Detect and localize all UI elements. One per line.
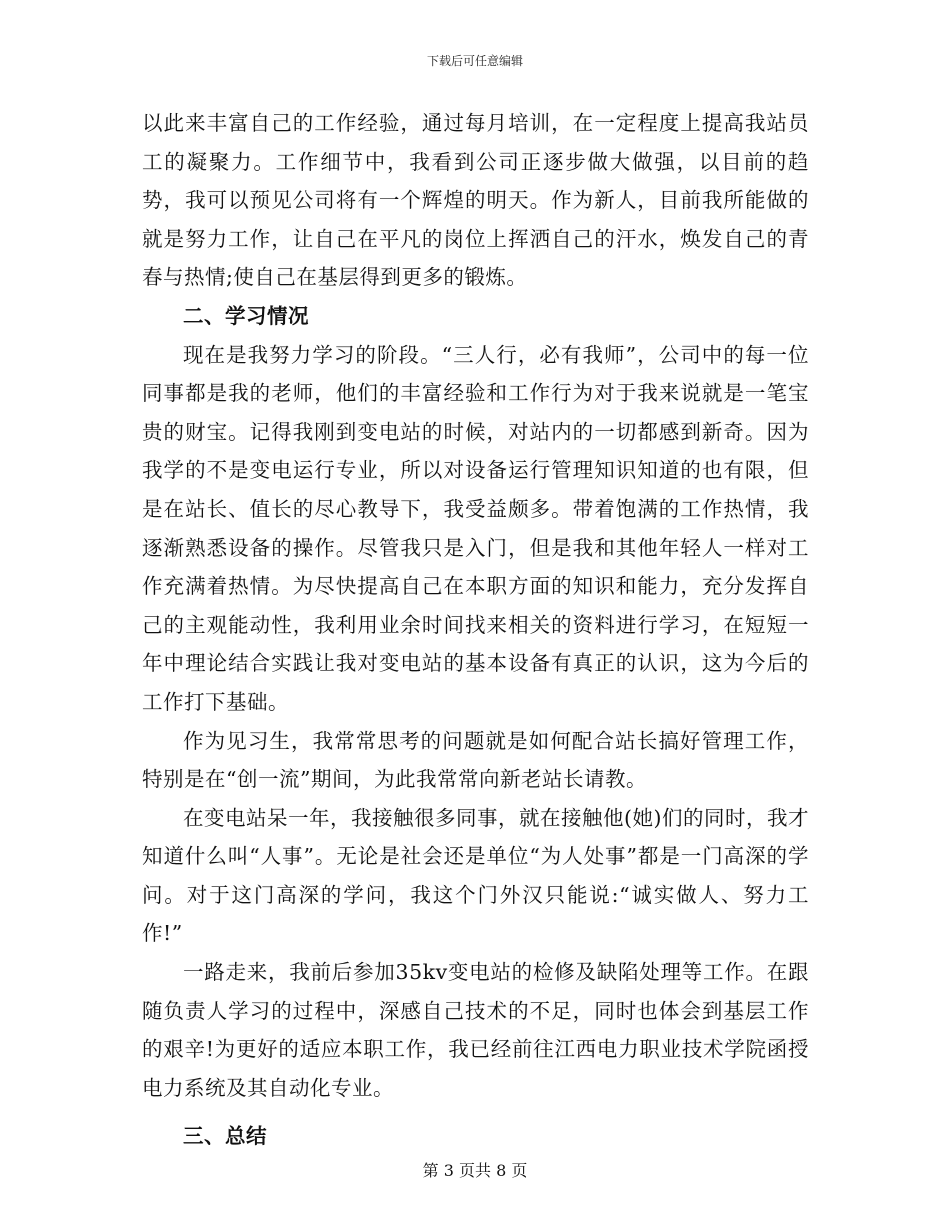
paragraph-trainee: 作为见习生，我常常思考的问题就是如何配合站长搞好管理工作，特别是在“创一流”期间，为此我常常向新老站长请教。 <box>142 728 809 792</box>
paragraph-people: 在变电站呆一年，我接触很多同事，就在接触他(她)们的同时，我才知道什么叫“人事”。无论是社会还是单位“为人处事”都是一门高深的学问。对于这门高深的学问，我这个门外汉只能说:“诚实做人、努力工作!” <box>142 805 809 946</box>
paragraph-work-experience: 一路走来，我前后参加35kv变电站的检修及缺陷处理等工作。在跟随负责人学习的过程中，深感自己技术的不足，同时也体会到基层工作的艰辛!为更好的适应本职工作，我已经前往江西电力职业技术学院函授电力系统及其自动化专业。 <box>142 960 809 1100</box>
document-body <box>142 104 809 1156</box>
section-heading-summary: 三、总结 <box>183 1124 267 1149</box>
page-header: 下载后可任意编辑 <box>426 54 523 68</box>
page-footer: 第 3 页共 8 页 <box>422 1161 528 1180</box>
paragraph-continued: 以此来丰富自己的工作经验，通过每月培训，在一定程度上提高我站员工的凝聚力。工作细节中，我看到公司正逐步做大做强，以目前的趋势，我可以预见公司将有一个辉煌的明天。作为新人，目前我所能做的就是努力工作，让自己在平凡的岗位上挥洒自己的汗水，焕发自己的青春与热情;使自己在基层得到更多的锻炼。 <box>142 111 809 290</box>
section-heading-study: 二、学习情况 <box>183 303 309 328</box>
paragraph-study-phase: 现在是我努力学习的阶段。“三人行，必有我师”，公司中的每一位同事都是我的老师，他们的丰富经验和工作行为对于我来说就是一笔宝贵的财宝。记得我刚到变电站的时候，对站内的一切都感到新奇。因为我学的不是变电运行专业，所以对设备运行管理知识知道的也有限，但是在站长、值长的尽心教导下，我受益颇多。带着饱满的工作热情，我逐渐熟悉设备的操作。尽管我只是入门，但是我和其他年轻人一样对工作充满着热情。为尽快提高自己在本职方面的知识和能力，充分发挥自己的主观能动性，我利用业余时间找来相关的资料进行学习，在短短一年中理论结合实践让我对变电站的基本设备有真正的认识，这为今后的工作打下基础。 <box>142 342 809 714</box>
